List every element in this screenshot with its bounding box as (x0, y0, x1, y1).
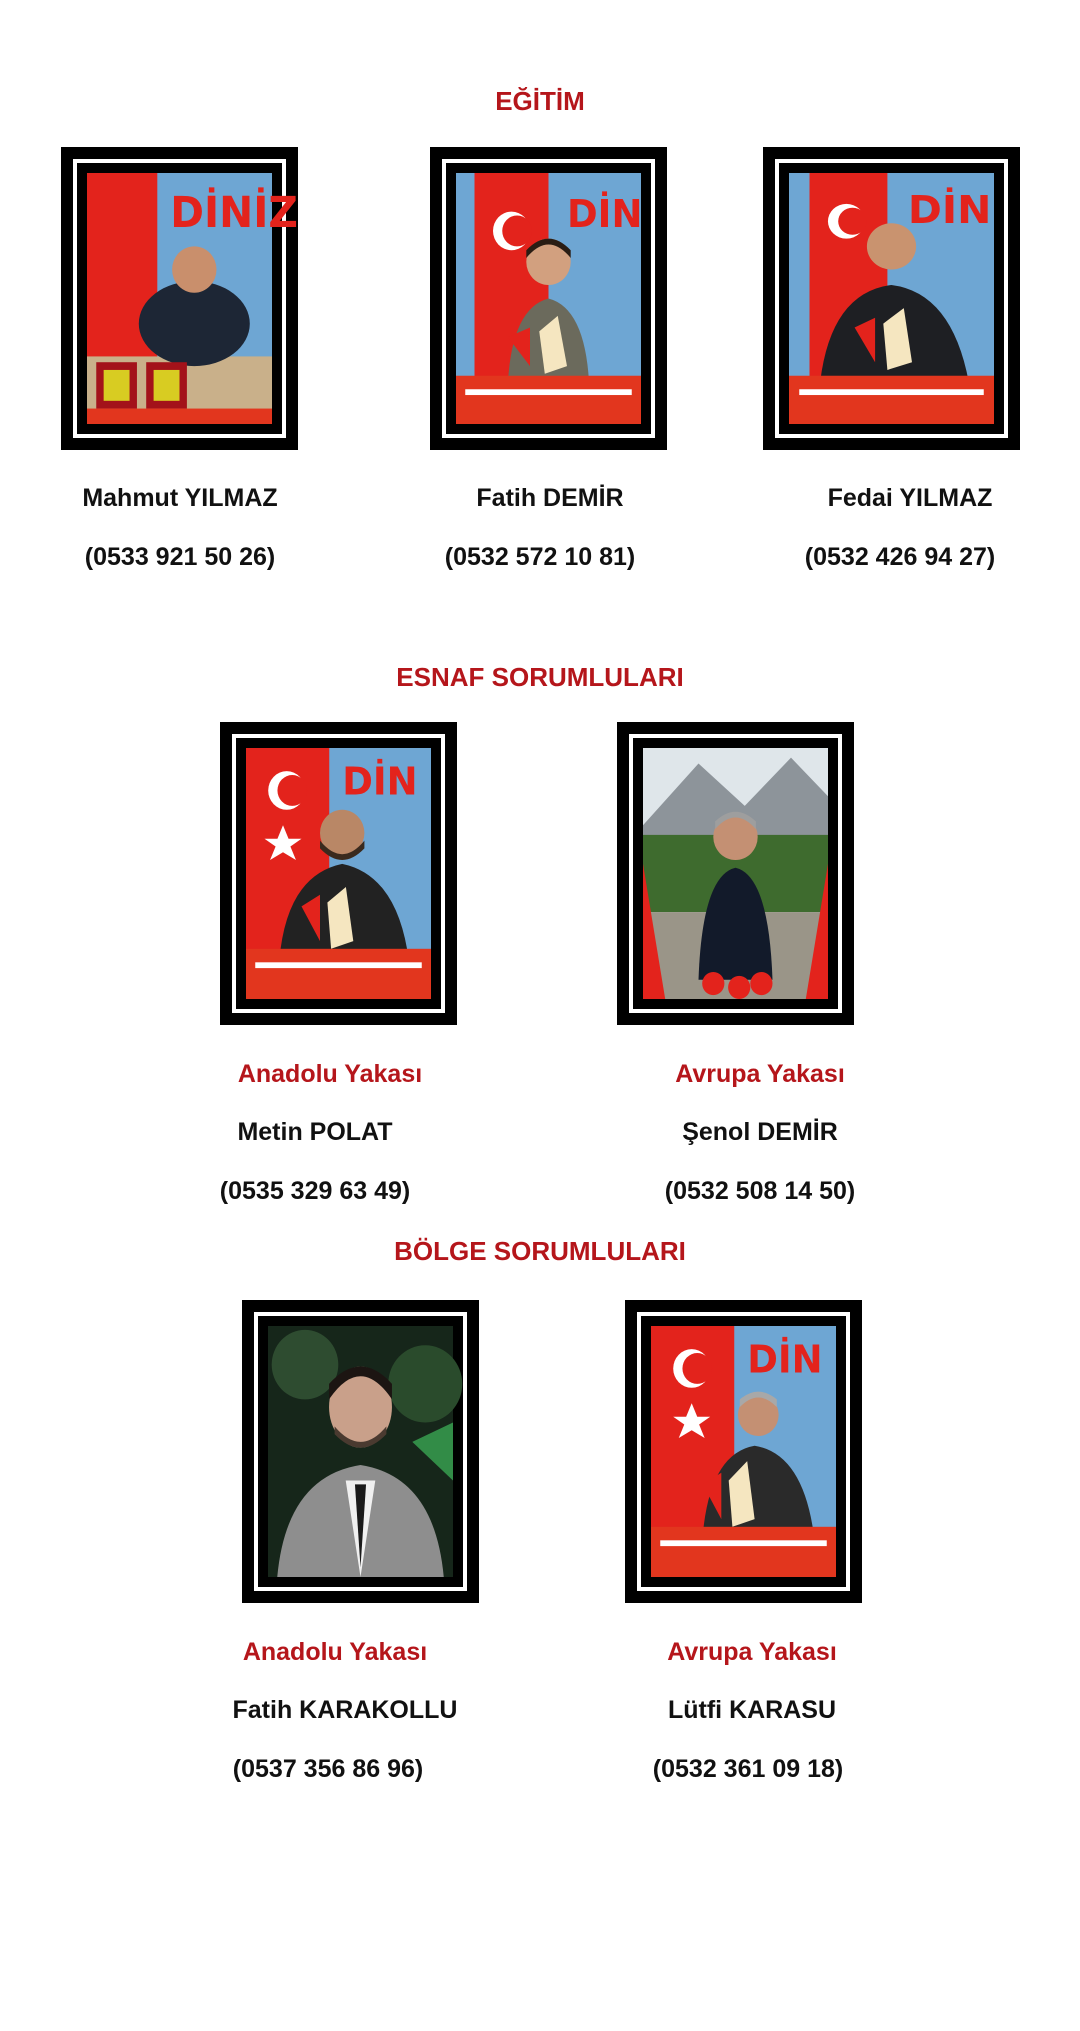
member-photo-frame (430, 147, 667, 450)
section-title-esnaf: ESNAF SORUMLULARI (396, 662, 684, 692)
member-phone: (0532 361 09 18) (652, 1755, 844, 1783)
member-phone: (0533 921 50 26) (84, 543, 276, 571)
member-name: Şenol DEMİR (682, 1118, 838, 1146)
member-phone: (0535 329 63 49) (219, 1177, 411, 1205)
member-region: Avrupa Yakası (675, 1060, 845, 1088)
member-photo-frame (242, 1300, 479, 1603)
svg-text:DİN: DİN (907, 188, 992, 233)
member-phone: (0532 508 14 50) (664, 1177, 856, 1205)
svg-text:DİNİZ: DİNİZ (170, 187, 298, 238)
member-phone: (0532 426 94 27) (804, 543, 996, 571)
member-name: Fatih KARAKOLLU (232, 1696, 458, 1724)
member-name: Fatih DEMİR (476, 484, 624, 512)
member-phone: (0532 572 10 81) (444, 543, 636, 571)
section-title-bolge: BÖLGE SORUMLULARI (394, 1236, 686, 1266)
member-photo (789, 173, 994, 424)
member-name: Fedai YILMAZ (827, 484, 993, 512)
member-photo (643, 748, 828, 999)
member-photo (651, 1326, 836, 1577)
section-title-egitim: EĞİTİM (495, 86, 585, 116)
member-region: Anadolu Yakası (237, 1060, 423, 1088)
svg-text:DİN: DİN (342, 758, 418, 804)
member-name: Metin POLAT (237, 1118, 393, 1146)
member-photo-frame (617, 722, 854, 1025)
member-name: Mahmut YILMAZ (82, 484, 278, 512)
member-photo-frame (625, 1300, 862, 1603)
member-region: Avrupa Yakası (667, 1638, 837, 1666)
member-name: Lütfi KARASU (667, 1696, 837, 1724)
member-photo (456, 173, 641, 424)
member-photo (268, 1326, 453, 1577)
member-photo (87, 173, 298, 424)
svg-text:DİN: DİN (747, 1336, 823, 1382)
member-region: Anadolu Yakası (242, 1638, 428, 1666)
svg-text:DİN: DİN (567, 191, 643, 237)
member-photo-frame (220, 722, 457, 1025)
member-phone: (0537 356 86 96) (232, 1755, 424, 1783)
member-photo-frame (61, 147, 298, 450)
member-photo-frame (763, 147, 1020, 450)
member-photo (246, 748, 431, 999)
